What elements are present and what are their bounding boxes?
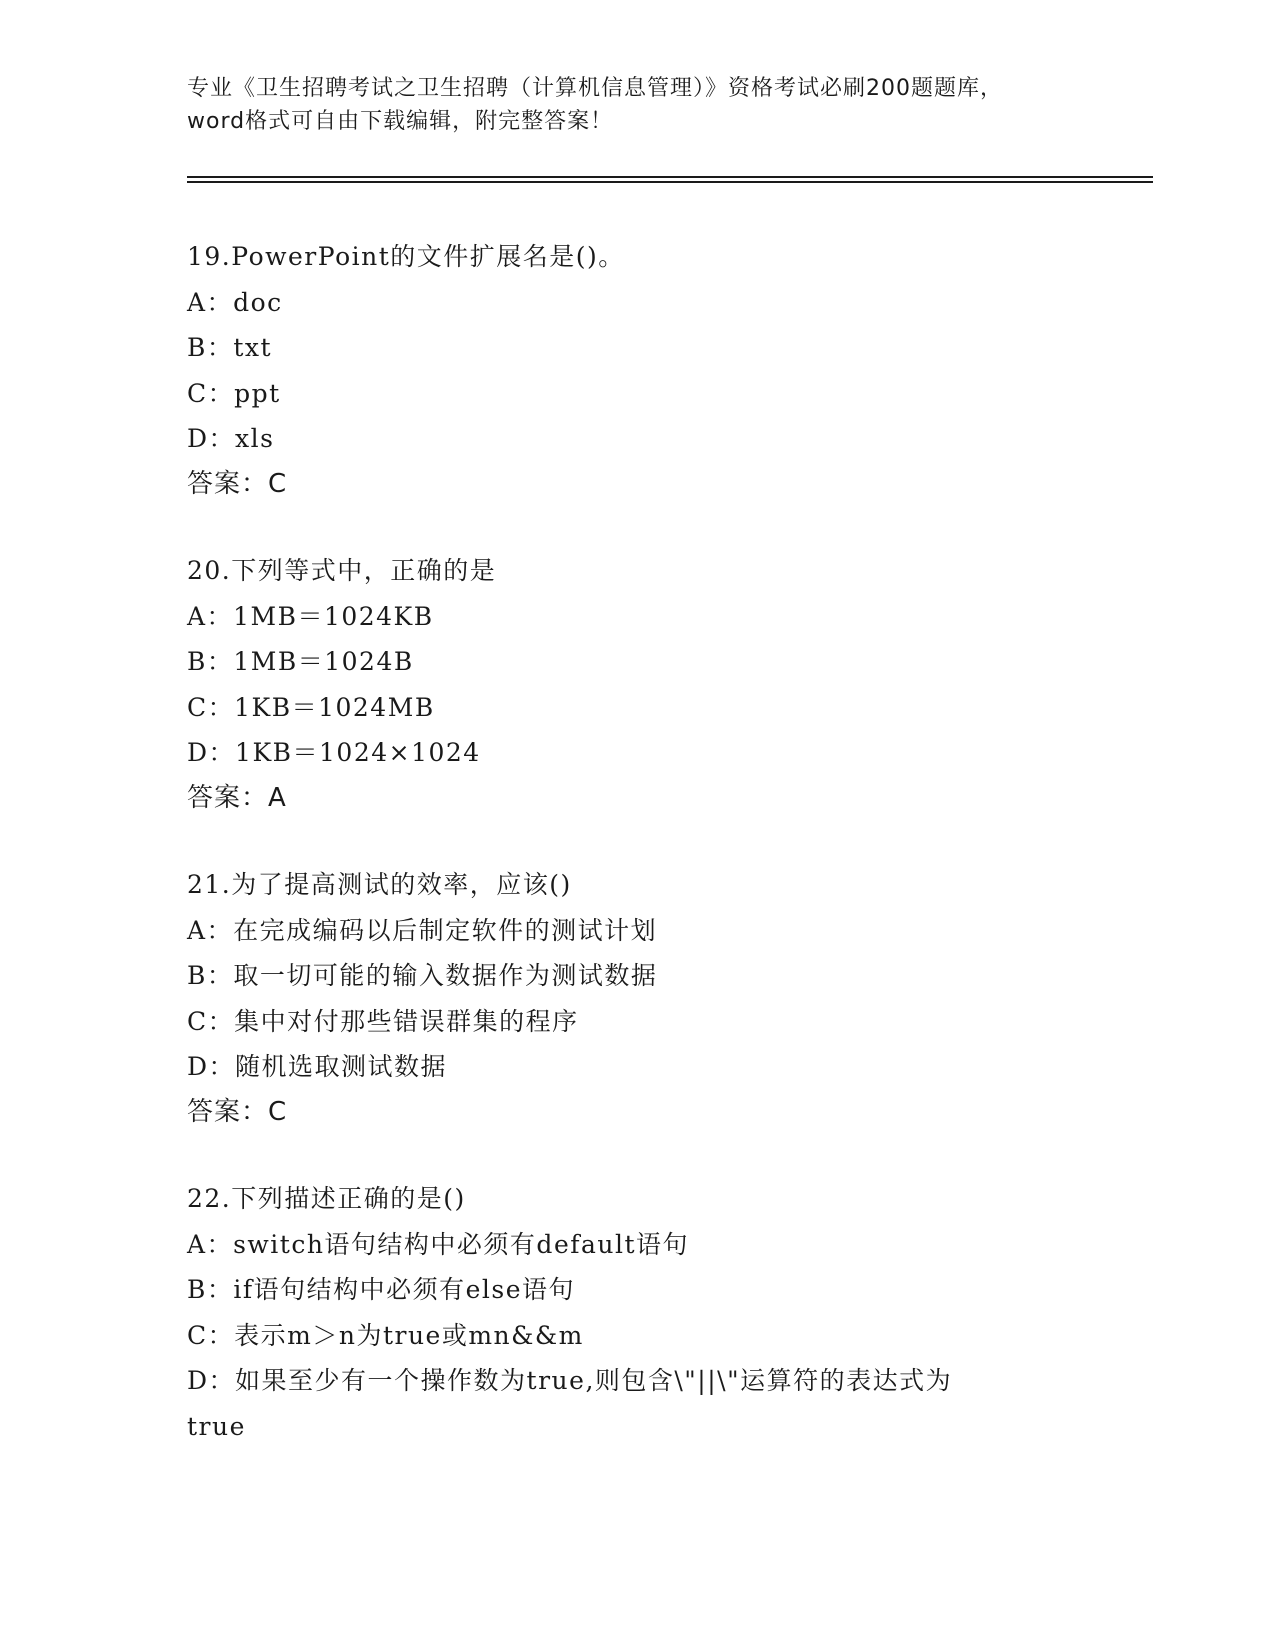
option-a <box>187 594 1087 640</box>
option-text: txt <box>233 333 273 362</box>
option-text: 1MB＝1024B <box>233 647 414 676</box>
question-19 <box>187 234 1087 507</box>
header-title-line-1: 专业《卫生招聘考试之卫生招聘（计算机信息管理）》资格考试必刷200题题库， <box>187 76 1003 101</box>
option-text: 1KB＝1024MB <box>234 692 435 722</box>
option-b <box>187 1267 1087 1313</box>
question-list <box>187 234 1087 1490</box>
option-d <box>187 1044 1087 1090</box>
question-22 <box>187 1176 1087 1449</box>
option-text: doc <box>233 287 283 317</box>
question-20 <box>187 548 1087 821</box>
option-letter: B： <box>187 1275 234 1304</box>
option-a <box>187 908 1087 954</box>
option-b <box>187 639 1087 685</box>
option-b <box>187 325 1087 371</box>
option-text: 在完成编码以后制定软件的测试计划 <box>233 915 658 945</box>
header-divider-top <box>187 176 1153 178</box>
option-letter: B： <box>187 961 234 990</box>
option-text: 取一切可能的输入数据作为测试数据 <box>233 961 658 990</box>
option-text: 集中对付那些错误群集的程序 <box>234 1006 579 1036</box>
option-text: 表示m＞n为true或mn&&m <box>234 1320 584 1350</box>
option-letter: A： <box>187 915 234 945</box>
option-letter: D： <box>187 1052 236 1081</box>
option-text: 1MB＝1024KB <box>233 601 434 631</box>
option-letter: C： <box>187 1006 235 1036</box>
option-letter: C： <box>187 1320 235 1350</box>
document-header <box>187 72 1087 138</box>
option-text: 1KB＝1024×1024 <box>235 738 481 767</box>
question-stem: 22.下列描述正确的是() <box>187 1184 466 1213</box>
header-divider-bottom <box>187 181 1153 183</box>
question-21 <box>187 862 1087 1135</box>
option-letter: A： <box>187 287 234 317</box>
option-letter: D： <box>187 1366 236 1395</box>
option-a <box>187 1222 1087 1268</box>
answer-line: 答案：A <box>187 782 287 813</box>
option-letter: A： <box>187 1229 234 1259</box>
option-text: xls <box>235 424 275 453</box>
option-a <box>187 280 1087 326</box>
option-d <box>187 416 1087 462</box>
option-d-continuation: true <box>187 1411 246 1441</box>
option-letter: A： <box>187 601 234 631</box>
option-c <box>187 999 1087 1045</box>
option-c <box>187 685 1087 731</box>
header-title-line-2: word格式可自由下载编辑，附完整答案！ <box>187 109 614 134</box>
option-text: switch语句结构中必须有default语句 <box>233 1229 690 1259</box>
option-text: 如果至少有一个操作数为true,则包含\"||\"运算符的表达式为 <box>235 1366 953 1395</box>
question-stem: 21.为了提高测试的效率，应该() <box>187 870 572 899</box>
option-letter: C： <box>187 378 235 408</box>
option-d <box>187 1358 1087 1404</box>
option-letter: C： <box>187 692 235 722</box>
option-letter: D： <box>187 424 236 453</box>
question-stem: 20.下列等式中，正确的是 <box>187 556 497 585</box>
option-text: ppt <box>234 378 281 408</box>
option-letter: B： <box>187 647 234 676</box>
answer-line: 答案：C <box>187 1096 288 1127</box>
option-d <box>187 730 1087 776</box>
option-c <box>187 1313 1087 1359</box>
option-text: 随机选取测试数据 <box>235 1052 448 1081</box>
option-c <box>187 371 1087 417</box>
option-text: if语句结构中必须有else语句 <box>233 1275 576 1304</box>
option-letter: B： <box>187 333 234 362</box>
question-stem: 19.PowerPoint的文件扩展名是()。 <box>187 242 625 271</box>
option-b <box>187 953 1087 999</box>
answer-line: 答案：C <box>187 468 288 499</box>
option-letter: D： <box>187 738 236 767</box>
